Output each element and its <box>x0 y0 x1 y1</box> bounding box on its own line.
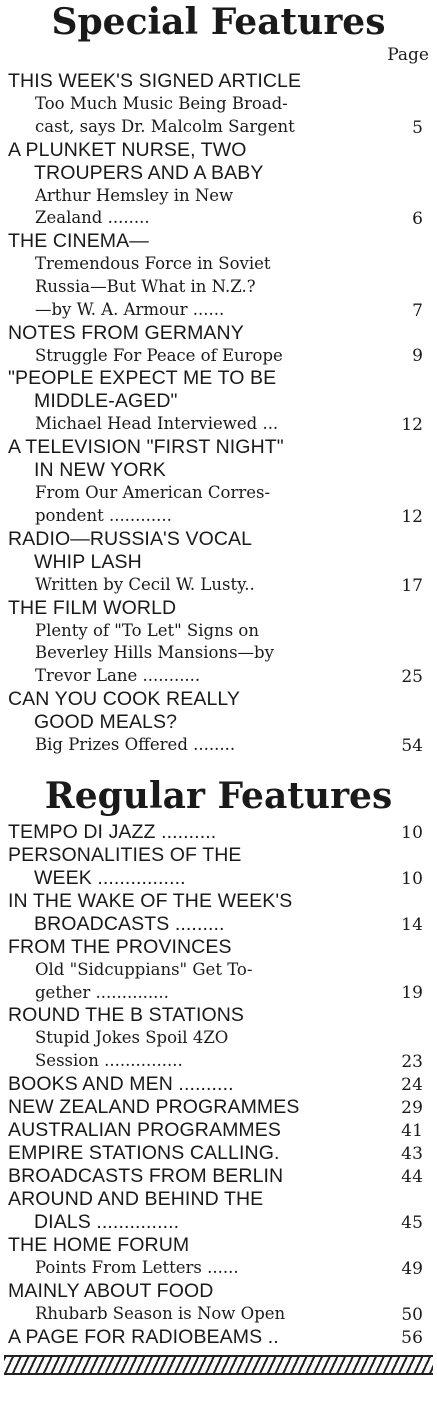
page-number: 56 <box>401 1327 423 1348</box>
entry-heading: A PAGE FOR RADIOBEAMS .. <box>8 1325 279 1348</box>
entry-subtitle: From Our American Corres- <box>35 483 271 503</box>
entry-subtitle: Stupid Jokes Spoil 4ZO <box>35 1028 229 1048</box>
entry-heading: BROADCASTS FROM BERLIN <box>8 1164 284 1187</box>
page-number: 49 <box>401 1258 423 1279</box>
entry-heading: GOOD MEALS? <box>34 710 178 733</box>
entry-subtitle: Rhubarb Season is Now Open <box>35 1303 286 1323</box>
special-feature-entry <box>8 322 423 368</box>
entry-subtitle: gether .............. <box>35 982 169 1002</box>
page-number: 25 <box>401 666 423 687</box>
entry-heading: ROUND THE B STATIONS <box>8 1004 245 1027</box>
page-column-header: Page <box>387 45 429 65</box>
entry-subtitle: Session ............... <box>35 1051 183 1071</box>
regular-features-list <box>0 821 437 1349</box>
entry-heading: IN THE WAKE OF THE WEEK'S <box>8 889 293 912</box>
page-number: 24 <box>401 1074 423 1095</box>
entry-heading: WHIP LASH <box>34 550 142 573</box>
special-feature-entry <box>8 139 423 231</box>
entry-heading: NEW ZEALAND PROGRAMMES <box>8 1095 300 1118</box>
entry-subtitle: Beverley Hills Mansions—by <box>35 643 274 663</box>
entry-subtitle: cast, says Dr. Malcolm Sargent <box>35 116 295 136</box>
page-number: 19 <box>401 983 423 1004</box>
entry-subtitle: Struggle For Peace of Europe <box>35 345 283 365</box>
entry-subtitle: Too Much Music Being Broad- <box>35 94 288 113</box>
entry-heading: MAINLY ABOUT FOOD <box>8 1279 214 1302</box>
entry-heading: BROADCASTS ......... <box>34 912 225 935</box>
entry-heading: MIDDLE-AGED" <box>34 390 178 413</box>
entry-heading: CAN YOU COOK REALLY <box>8 687 240 710</box>
entry-subtitle: Zealand ........ <box>35 208 150 228</box>
page-number: 10 <box>401 868 423 889</box>
entry-heading: "PEOPLE EXPECT ME TO BE <box>8 367 277 390</box>
page-number: 41 <box>401 1120 423 1141</box>
entry-heading: THE HOME FORUM <box>8 1233 190 1256</box>
page-number: 5 <box>412 117 423 138</box>
entry-subtitle: Points From Letters ...... <box>35 1257 239 1277</box>
page-number: 29 <box>401 1097 423 1118</box>
entry-subtitle: Tremendous Force in Soviet <box>35 254 271 274</box>
page-number: 50 <box>401 1304 423 1325</box>
regular-feature-entry <box>8 1165 423 1188</box>
special-feature-entry <box>8 597 423 688</box>
entry-heading: THE CINEMA— <box>8 230 149 253</box>
regular-feature-entry <box>8 844 423 890</box>
page-number: 14 <box>401 914 423 935</box>
entry-heading: WEEK ................ <box>34 866 186 889</box>
entry-heading: RADIO—RUSSIA'S VOCAL <box>8 527 253 550</box>
page-number: 44 <box>401 1166 423 1187</box>
special-feature-entry <box>8 528 423 597</box>
special-feature-entry <box>8 70 423 139</box>
regular-feature-entry <box>8 1004 423 1073</box>
regular-feature-entry <box>8 1188 423 1234</box>
regular-feature-entry <box>8 936 423 1005</box>
special-feature-entry <box>8 230 423 321</box>
regular-feature-entry <box>8 1326 423 1349</box>
page-number: 9 <box>412 346 423 367</box>
entry-heading: EMPIRE STATIONS CALLING. <box>8 1141 280 1164</box>
entry-heading: A TELEVISION "FIRST NIGHT" <box>8 436 284 459</box>
entry-subtitle: pondent ............ <box>35 505 172 525</box>
page-number: 6 <box>412 209 423 230</box>
special-feature-entry <box>8 367 423 436</box>
special-features-list <box>0 70 437 757</box>
entry-subtitle: Big Prizes Offered ........ <box>35 734 236 754</box>
entry-heading: IN NEW YORK <box>34 459 166 482</box>
entry-heading: A PLUNKET NURSE, TWO <box>8 138 247 161</box>
entry-heading: THIS WEEK'S SIGNED ARTICLE <box>8 70 302 92</box>
regular-feature-entry <box>8 1073 423 1096</box>
page-number: 10 <box>401 822 423 843</box>
entry-heading: NOTES FROM GERMANY <box>8 321 244 344</box>
entry-subtitle: Old "Sidcuppians" Get To- <box>35 959 253 979</box>
page-number: 12 <box>401 415 423 436</box>
page-number: 54 <box>401 735 423 756</box>
entry-heading: AUSTRALIAN PROGRAMMES <box>8 1118 281 1141</box>
entry-heading: AROUND AND BEHIND THE <box>8 1187 264 1210</box>
regular-feature-entry <box>8 1280 423 1326</box>
page-number: 23 <box>401 1051 423 1072</box>
entry-subtitle: Written by Cecil W. Lusty.. <box>35 574 255 594</box>
entry-heading: FROM THE PROVINCES <box>8 935 232 958</box>
entry-subtitle: Arthur Hemsley in New <box>35 185 234 205</box>
entry-heading: PERSONALITIES OF THE <box>8 843 242 866</box>
entry-heading: DIALS ............... <box>34 1210 180 1233</box>
regular-features-title: Regular Features <box>44 774 393 817</box>
special-features-title: Special Features <box>51 1 386 43</box>
entry-subtitle: —by W. A. Armour ...... <box>35 299 225 319</box>
decorative-border <box>4 1355 433 1375</box>
entry-subtitle: Michael Head Interviewed ... <box>35 414 279 434</box>
entry-heading: BOOKS AND MEN .......... <box>8 1072 234 1095</box>
page-number: 45 <box>401 1212 423 1233</box>
page-number: 43 <box>401 1143 423 1164</box>
entry-heading: THE FILM WORLD <box>8 596 177 619</box>
regular-feature-entry <box>8 1096 423 1119</box>
entry-subtitle: Plenty of "To Let" Signs on <box>35 620 259 640</box>
regular-feature-entry <box>8 1142 423 1165</box>
entry-heading: TROUPERS AND A BABY <box>34 161 264 184</box>
special-feature-entry <box>8 436 423 528</box>
regular-feature-entry <box>8 1119 423 1142</box>
page-number: 12 <box>401 506 423 527</box>
regular-feature-entry <box>8 821 423 844</box>
regular-feature-entry <box>8 1234 423 1280</box>
entry-subtitle: Russia—But What in N.Z.? <box>35 276 256 296</box>
regular-feature-entry <box>8 890 423 936</box>
special-feature-entry <box>8 688 423 757</box>
entry-heading: TEMPO DI JAZZ .......... <box>8 820 217 843</box>
page-number: 7 <box>412 300 423 321</box>
entry-subtitle: Trevor Lane ........... <box>35 666 201 686</box>
page-number: 17 <box>401 575 423 596</box>
